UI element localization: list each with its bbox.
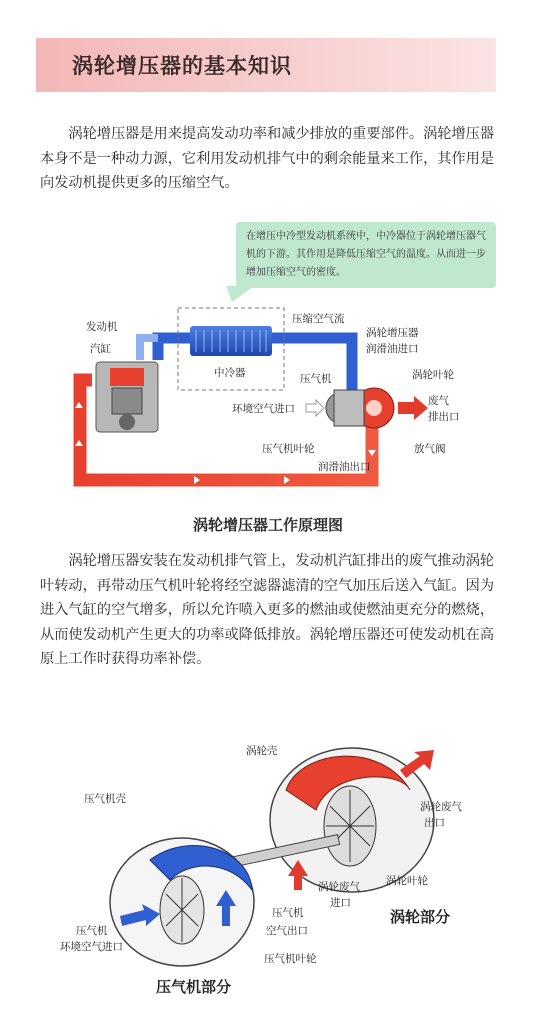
label-compressed-air: 压缩空气流 xyxy=(292,313,345,325)
label-compressor-air-out-2: 空气出口 xyxy=(266,925,308,937)
turbo-working-diagram xyxy=(0,290,536,510)
how-it-works-paragraph: 涡轮增压器安装在发动机排气管上，发动机汽缸排出的废气推动涡轮叶转动，再带动压气机叶轮将经空滤器滤清的空气加压后送入气缸。因为进入气缸的空气增多，所以允许喷入更多的燃油或使燃油更充分的燃烧，从而使发动机产生更大的功率或降低排放。涡轮增压器还可使发动机在高原上工作时获得功率补偿。 xyxy=(40,553,495,667)
label-compressor-ambient-2: 环境空气进口 xyxy=(60,941,123,953)
label-oil-out: 润滑油出口 xyxy=(318,461,371,473)
label-turbine-exhaust-out-2: 出口 xyxy=(424,817,445,829)
turbo-cutaway-diagram xyxy=(0,730,536,1024)
diagram1-caption: 涡轮增压器工作原理图 xyxy=(192,516,343,534)
label-turbo-oil-in-2: 润滑油进口 xyxy=(366,343,419,355)
label-intercooler: 中冷器 xyxy=(214,367,246,379)
label-compressor-wheel: 压气机叶轮 xyxy=(262,443,315,455)
label-exhaust-out-2: 排出口 xyxy=(428,411,460,423)
label-compressor: 压气机 xyxy=(300,373,332,385)
label-exhaust-out-1: 废气 xyxy=(428,395,449,407)
label-turbine-wheel: 涡轮叶轮 xyxy=(412,369,454,381)
intro-paragraph: 涡轮增压器是用来提高发动功率和减少排放的重要部件。涡轮增压器本身不是一种动力源，它利用发动机排气中的剩余能量来工作，其作用是向发动机提供更多的压缩空气。 xyxy=(40,126,495,191)
callout-text: 在增压中冷型发动机系统中，中冷器位于涡轮增压器气机的下游。其作用是降低压缩空气的温度。从而进一步增加压缩空气的密度。 xyxy=(246,231,486,278)
label-wastegate: 放气阀 xyxy=(414,443,446,455)
label-turbine-wheel-2: 涡轮叶轮 xyxy=(386,875,428,887)
label-engine: 发动机 xyxy=(86,321,118,333)
label-ambient-air: 环境空气进口 xyxy=(232,403,295,415)
page-title: 涡轮增压器的基本知识 xyxy=(72,54,292,78)
label-turbine-housing: 涡轮壳 xyxy=(246,745,278,757)
label-turbine-exhaust-out-1: 涡轮废气 xyxy=(420,801,462,813)
label-turbine-exhaust-in-1: 涡轮废气 xyxy=(318,881,360,893)
label-turbo-oil-in-1: 涡轮增压器 xyxy=(366,327,419,339)
engine-cylinder xyxy=(96,362,158,432)
label-cylinder: 汽缸 xyxy=(90,343,111,355)
label-compressor-housing: 压气机壳 xyxy=(84,793,126,805)
label-turbine-section: 涡轮部分 xyxy=(390,908,451,926)
label-compressor-wheel-2: 压气机叶轮 xyxy=(264,953,317,965)
title-bar xyxy=(36,38,496,92)
turbocharger xyxy=(326,388,394,428)
label-turbine-exhaust-in-2: 进口 xyxy=(330,897,351,909)
label-compressor-ambient-1: 压气机 xyxy=(76,925,108,937)
label-compressor-section: 压气机部分 xyxy=(156,978,232,996)
label-compressor-air-out-1: 压气机 xyxy=(272,907,304,919)
intercooler-callout xyxy=(236,222,496,288)
exhaust-out-arrow xyxy=(400,750,434,778)
